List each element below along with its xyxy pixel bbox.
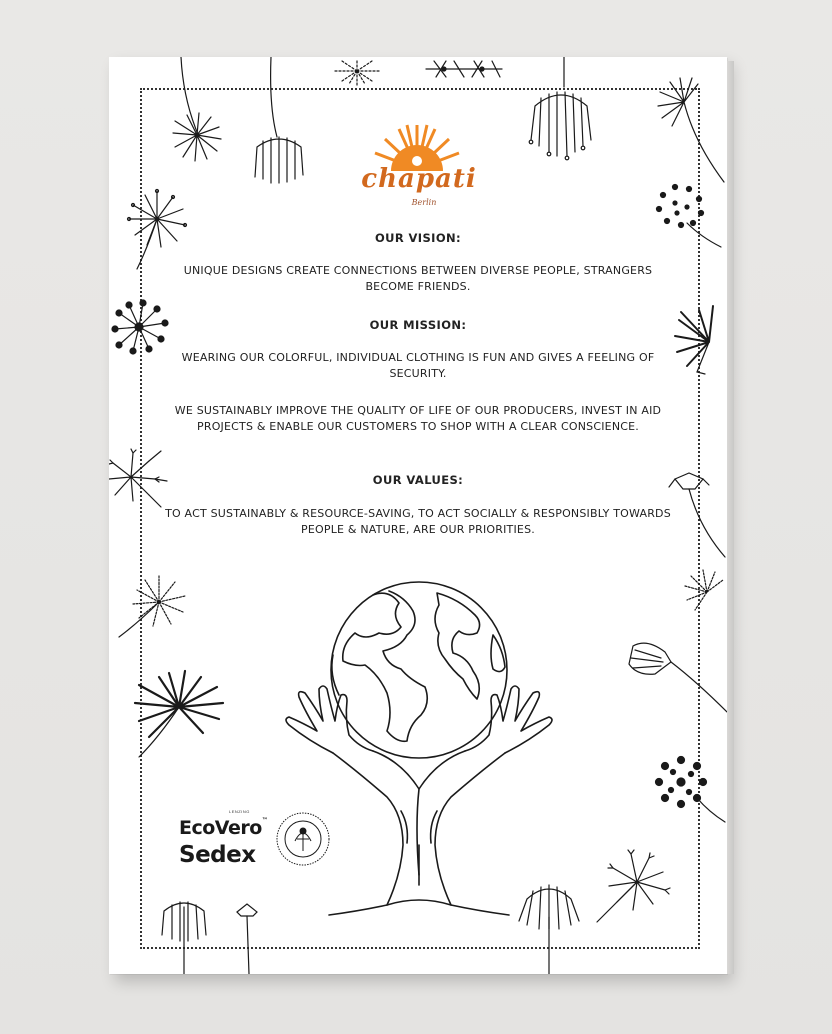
dandelion-icon	[162, 902, 206, 974]
poster-canvas	[109, 57, 727, 974]
dandelion-icon	[112, 300, 168, 354]
dandelion-icon	[529, 92, 591, 160]
lenzing-label: LENZING	[229, 809, 250, 814]
dandelion-icon	[128, 190, 187, 270]
ecovero-logo	[179, 817, 267, 839]
brand-subtitle: Berlin	[411, 198, 437, 207]
dandelion-icon	[237, 904, 257, 974]
dandelion-icon	[629, 643, 727, 712]
dandelion-icon	[656, 757, 726, 823]
dandelion-icon	[119, 576, 185, 637]
mission-text-2: WE SUSTAINABLY IMPROVE THE QUALITY OF LIFE OF OUR PRODUCERS, INVEST IN AID PROJECTS & ENABLE OUR CUSTOMERS TO SHOP WITH A CLEAR CONSCIENCE.	[174, 404, 662, 433]
values-heading: OUR VALUES:	[372, 473, 464, 487]
dandelion-icon	[426, 61, 502, 77]
vision-heading: OUR VISION:	[374, 231, 462, 245]
sedex-logo: Sedex	[179, 842, 256, 868]
mission-text-1: WEARING OUR COLORFUL, INDIVIDUAL CLOTHING IS FUN AND GIVES A FEELING OF SECURITY.	[181, 351, 655, 380]
dandelion-icon	[675, 306, 713, 374]
mission-heading: OUR MISSION:	[369, 318, 467, 332]
dandelion-icon	[597, 850, 670, 922]
dandelion-icon	[669, 473, 725, 557]
dandelion-icon	[335, 59, 379, 85]
dandelion-icon	[255, 137, 303, 183]
globe-held-by-tree-hands-icon	[269, 575, 569, 925]
ecovero-text: EcoVero	[179, 817, 262, 839]
dandelion-icon	[173, 113, 221, 161]
dandelion-icon	[109, 449, 167, 507]
trademark-mark: ™	[261, 817, 268, 824]
vision-text: UNIQUE DESIGNS CREATE CONNECTIONS BETWEEN DIVERSE PEOPLE, STRANGERS BECOME FRIENDS.	[183, 264, 653, 293]
dandelion-icon	[658, 78, 724, 182]
dandelion-icon	[685, 570, 723, 610]
dandelion-icon	[135, 671, 223, 757]
brand-name: chapati	[361, 164, 477, 194]
organic-textile-seal-icon	[275, 811, 331, 867]
values-text: TO ACT SUSTAINABLY & RESOURCE-SAVING, TO ACT SOCIALLY & RESPONSIBLY TOWARDS PEOPLE & NATURE, ARE OUR PRIORITIES.	[165, 507, 671, 536]
